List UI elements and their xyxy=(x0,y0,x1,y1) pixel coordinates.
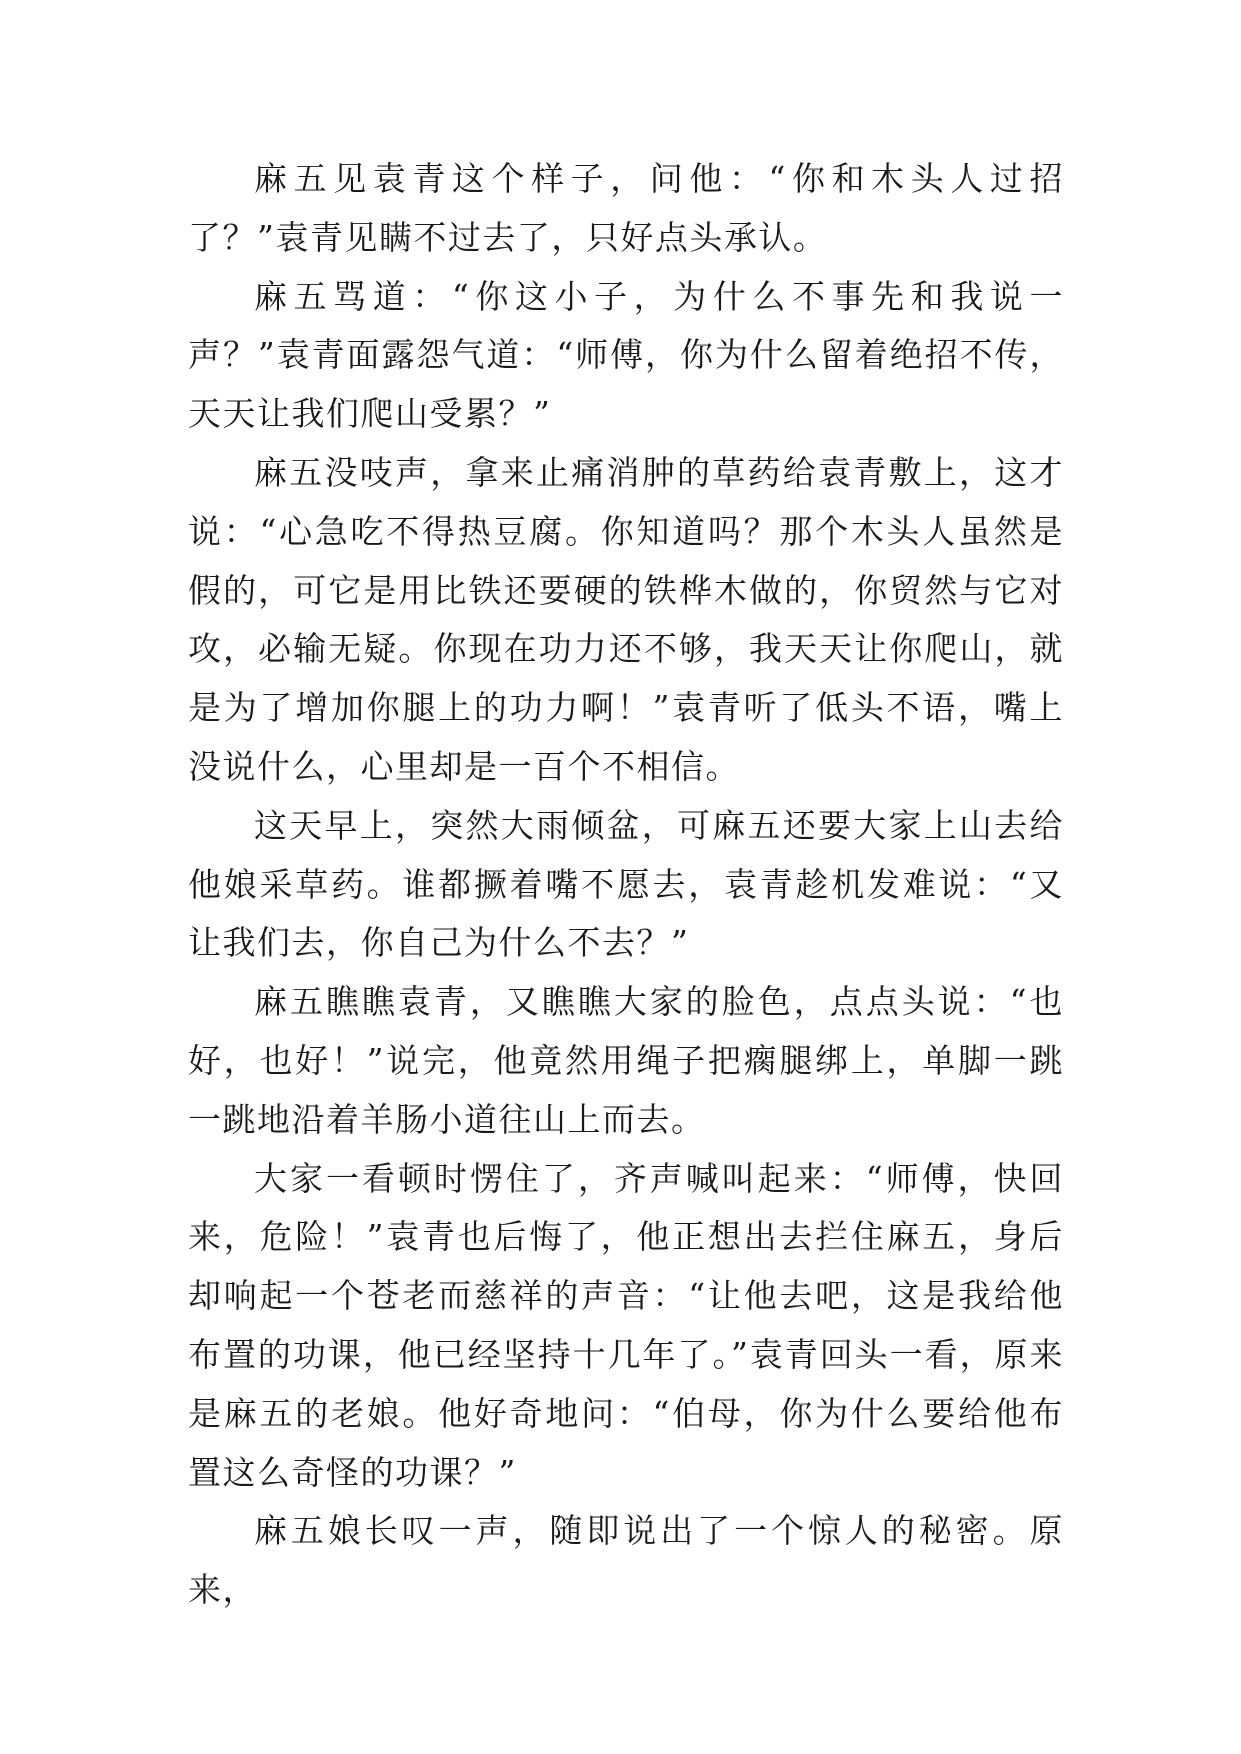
paragraph-4: 这天早上，突然大雨倾盆，可麻五还要大家上山去给他娘采草药。谁都撅着嘴不愿去，袁青趁机发难说：“又让我们去，你自己为什么不去？” xyxy=(188,805,1064,963)
paragraph-7: 麻五娘长叹一声，随即说出了一个惊人的秘密。原来， xyxy=(188,1511,1064,1610)
paragraph-1: 麻五见袁青这个样子，问他：“你和木头人过招了？”袁青见瞒不过去了，只好点头承认。 xyxy=(188,159,1064,257)
article-body xyxy=(188,150,1064,1620)
paragraph-2: 麻五骂道：“你这小子，为什么不事先和我说一声？”袁青面露怨气道：“师傅，你为什么留着绝招不传，天天让我们爬山受累？” xyxy=(188,276,1064,434)
paragraph-6: 大家一看顿时愣住了，齐声喊叫起来：“师傅，快回来，危险！”袁青也后悔了，他正想出去拦住麻五，身后却响起一个苍老而慈祥的声音：“让他去吧，这是我给他布置的功课，他已经坚持十几年了。”袁青回头一看，原来是麻五的老娘。他好奇地问：“伯母，你为什么要给他布置这么奇怪的功课？” xyxy=(188,1158,1064,1492)
paragraph-5: 麻五瞧瞧袁青，又瞧瞧大家的脸色，点点头说：“也好，也好！”说完，他竟然用绳子把瘸腿绑上，单脚一跳一跳地沿着羊肠小道往山上而去。 xyxy=(188,982,1064,1139)
paragraph-3: 麻五没吱声，拿来止痛消肿的草药给袁青敷上，这才说：“心急吃不得热豆腐。你知道吗？那个木头人虽然是假的，可它是用比铁还要硬的铁桦木做的，你贸然与它对攻，必输无疑。你现在功力还不够，我天天让你爬山，就是为了增加你腿上的功力啊！”袁青听了低头不语，嘴上没说什么，心里却是一百个不相信。 xyxy=(188,452,1064,786)
